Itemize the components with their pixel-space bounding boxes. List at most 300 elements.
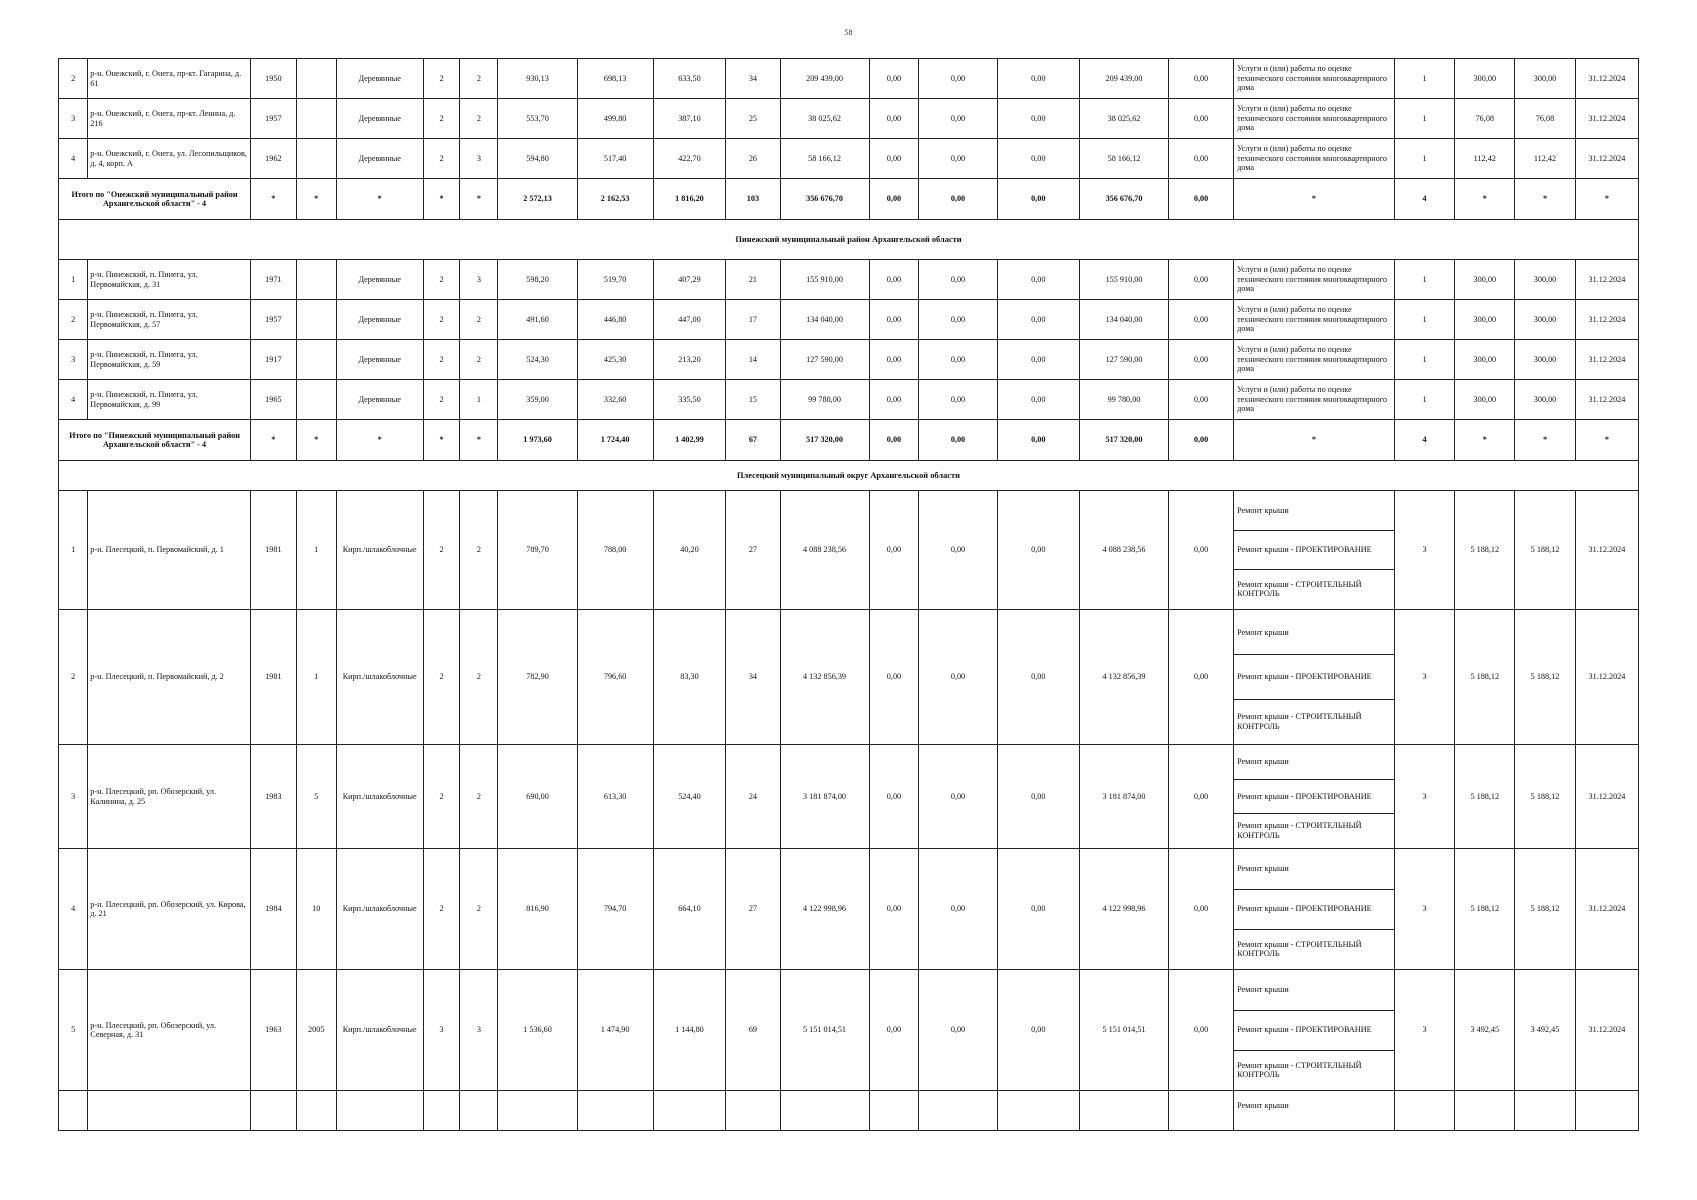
fund-share: 0,00 [869,300,919,340]
row-number: 4 [59,139,88,179]
unit-cost-2: 5 188,12 [1515,849,1576,970]
floors: 2 [423,139,460,179]
service-item: Ремонт крыши - СТРОИТЕЛЬНЫЙ КОНТРОЛЬ [1234,813,1394,847]
service-cell [1234,745,1395,849]
total-row [59,179,1639,220]
municipal-budget: 0,00 [997,260,1079,300]
placeholder-star: * [1234,179,1395,220]
year-built: 1971 [251,260,297,300]
row-number: 3 [59,340,88,380]
owners-funds: 58 166,12 [1080,139,1169,179]
service-count: 1 [1394,139,1455,179]
table-row [59,970,1639,1091]
fund-share: 0,00 [869,59,919,99]
residents: 25 [726,99,780,139]
wall-material: Кирп./шлакоблочные [336,491,423,610]
regional-budget: 0,00 [919,300,997,340]
year-renovated [296,139,336,179]
owners-funds: 38 025,62 [1080,99,1169,139]
year-renovated: 10 [296,849,336,970]
regional-budget: 0,00 [919,491,997,610]
other-funds: 0,00 [1168,260,1233,300]
cost-total: 4 122 998,96 [780,849,869,970]
total-people: 103 [726,179,780,220]
total-area-res: 1 402,99 [653,420,726,461]
area-total: 816,90 [498,849,577,970]
row-number: 4 [59,849,88,970]
floors: 2 [423,340,460,380]
area-living: 1 474,90 [577,970,653,1091]
area-living: 788,00 [577,491,653,610]
empty-cell [997,1091,1079,1131]
wall-material: Деревянные [336,340,423,380]
wall-material: Деревянные [336,59,423,99]
municipal-budget: 0,00 [997,139,1079,179]
area-residential: 213,20 [653,340,726,380]
area-living: 613,30 [577,745,653,849]
service-item: Ремонт крыши [1237,505,1289,515]
cost-total: 38 025,62 [780,99,869,139]
residents: 34 [726,610,780,745]
placeholder-star: * [1455,420,1515,461]
table-row [59,491,1639,610]
section-title: Пинежский муниципальный район Архангельской области [59,220,1639,260]
entrances: 3 [460,970,498,1091]
total-budget-mun: 0,00 [997,420,1079,461]
total-count: 4 [1394,179,1455,220]
other-funds: 0,00 [1168,380,1233,420]
service-item: Ремонт крыши - СТРОИТЕЛЬНЫЙ КОНТРОЛЬ [1234,569,1394,608]
residents: 17 [726,300,780,340]
service-item: Услуги и (или) работы по оценке технического состояния многоквартирного дома [1237,345,1387,374]
table-row [59,260,1639,300]
year-built: 1957 [251,300,297,340]
wall-material: Деревянные [336,380,423,420]
row-number: 3 [59,99,88,139]
entrances: 3 [460,260,498,300]
area-residential: 422,70 [653,139,726,179]
service-item: Ремонт крыши - ПРОЕКТИРОВАНИЕ [1234,889,1394,929]
area-living: 332,60 [577,380,653,420]
service-count: 1 [1394,380,1455,420]
owners-funds: 4 122 998,96 [1080,849,1169,970]
empty-cell [296,1091,336,1131]
wall-material: Кирп./шлакоблочные [336,610,423,745]
empty-cell [498,1091,577,1131]
cost-total: 58 166,12 [780,139,869,179]
year-renovated: 1 [296,491,336,610]
area-living: 794,70 [577,849,653,970]
residents: 21 [726,260,780,300]
service-item: Ремонт крыши - ПРОЕКТИРОВАНИЕ [1234,779,1394,813]
floors: 2 [423,99,460,139]
empty-cell [780,1091,869,1131]
service-item: Услуги и (или) работы по оценке технического состояния многоквартирного дома [1237,104,1387,133]
total-budget-mun: 0,00 [997,179,1079,220]
year-built: 1962 [251,139,297,179]
area-residential: 83,30 [653,610,726,745]
address: р-н. Онежский, г. Онега, пр-кт. Ленина, д. 216 [88,99,251,139]
empty-cell [869,1091,919,1131]
empty-cell [919,1091,997,1131]
owners-funds: 3 181 874,00 [1080,745,1169,849]
wall-material: Кирп./шлакоблочные [336,745,423,849]
regional-budget: 0,00 [919,99,997,139]
cost-total: 99 780,00 [780,380,869,420]
unit-cost-2: 300,00 [1515,300,1576,340]
residents: 15 [726,380,780,420]
other-funds: 0,00 [1168,340,1233,380]
municipal-budget: 0,00 [997,99,1079,139]
deadline: 31.12.2024 [1575,610,1638,745]
empty-cell [1455,1091,1515,1131]
municipal-budget: 0,00 [997,59,1079,99]
placeholder-star: * [460,420,498,461]
total-other: 0,00 [1168,179,1233,220]
service-count: 1 [1394,59,1455,99]
unit-cost-1: 112,42 [1455,139,1515,179]
placeholder-star: * [251,420,297,461]
total-row [59,420,1639,461]
area-total: 524,30 [498,340,577,380]
regional-budget: 0,00 [919,139,997,179]
address: р-н. Плесецкий, рп. Обозерский, ул. Северная, д. 31 [88,970,251,1091]
empty-cell [59,1091,88,1131]
cost-total: 155 910,00 [780,260,869,300]
year-built: 1917 [251,340,297,380]
owners-funds: 99 780,00 [1080,380,1169,420]
total-other: 0,00 [1168,420,1233,461]
other-funds: 0,00 [1168,849,1233,970]
deadline: 31.12.2024 [1575,139,1638,179]
regional-budget: 0,00 [919,340,997,380]
empty-cell [726,1091,780,1131]
fund-share: 0,00 [869,745,919,849]
service-cell [1234,59,1395,99]
entrances: 2 [460,59,498,99]
section-header [59,461,1639,491]
floors: 2 [423,491,460,610]
unit-cost-1: 300,00 [1455,59,1515,99]
total-area-total: 1 973,60 [498,420,577,461]
deadline: 31.12.2024 [1575,849,1638,970]
owners-funds: 127 590,00 [1080,340,1169,380]
other-funds: 0,00 [1168,491,1233,610]
address: р-н. Пинежский, п. Пинега, ул. Первомайская, д. 57 [88,300,251,340]
table-row [59,300,1639,340]
empty-cell [460,1091,498,1131]
table-row [59,59,1639,99]
residents: 26 [726,139,780,179]
owners-funds: 155 910,00 [1080,260,1169,300]
table-row [59,380,1639,420]
table-row [59,849,1639,970]
placeholder-star: * [251,179,297,220]
residents: 34 [726,59,780,99]
other-funds: 0,00 [1168,139,1233,179]
service-cell [1234,970,1395,1091]
fund-share: 0,00 [869,491,919,610]
area-residential: 447,00 [653,300,726,340]
municipal-budget: 0,00 [997,340,1079,380]
service-count: 3 [1394,849,1455,970]
other-funds: 0,00 [1168,970,1233,1091]
service-item: Ремонт крыши - СТРОИТЕЛЬНЫЙ КОНТРОЛЬ [1234,699,1394,744]
service-count: 1 [1394,300,1455,340]
empty-cell [1515,1091,1576,1131]
area-living: 446,80 [577,300,653,340]
address: р-н. Онежский, г. Онега, ул. Лесопильщиков, д. 4, корп. А [88,139,251,179]
fund-share: 0,00 [869,99,919,139]
placeholder-star: * [1575,420,1638,461]
residents: 27 [726,849,780,970]
floors: 2 [423,59,460,99]
unit-cost-1: 5 188,12 [1455,745,1515,849]
address: р-н. Пинежский, п. Пинега, ул. Первомайская, д. 31 [88,260,251,300]
unit-cost-2: 5 188,12 [1515,610,1576,745]
area-residential: 387,10 [653,99,726,139]
cost-total: 5 151 014,51 [780,970,869,1091]
area-living: 519,70 [577,260,653,300]
other-funds: 0,00 [1168,610,1233,745]
placeholder-star: * [1575,179,1638,220]
total-area-living: 1 724,40 [577,420,653,461]
row-number: 1 [59,491,88,610]
entrances: 2 [460,99,498,139]
placeholder-star: * [1455,179,1515,220]
service-item: Услуги и (или) работы по оценке технического состояния многоквартирного дома [1237,265,1387,294]
deadline: 31.12.2024 [1575,59,1638,99]
unit-cost-2: 300,00 [1515,59,1576,99]
municipal-budget: 0,00 [997,380,1079,420]
year-renovated: 1 [296,610,336,745]
address: р-н. Пинежский, п. Пинега, ул. Первомайская, д. 59 [88,340,251,380]
area-total: 598,20 [498,260,577,300]
service-count: 3 [1394,610,1455,745]
floors: 2 [423,260,460,300]
unit-cost-1: 300,00 [1455,260,1515,300]
year-renovated: 2005 [296,970,336,1091]
area-residential: 524,40 [653,745,726,849]
entrances: 2 [460,849,498,970]
fund-share: 0,00 [869,260,919,300]
address: р-н. Плесецкий, рп. Обозерский, ул. Калинина, д. 25 [88,745,251,849]
service-count: 1 [1394,99,1455,139]
table-row [59,99,1639,139]
placeholder-star: * [423,420,460,461]
cost-total: 4 132 856,39 [780,610,869,745]
placeholder-star: * [336,420,423,461]
area-residential: 664,10 [653,849,726,970]
service-item: Ремонт крыши [1237,757,1289,767]
area-total: 594,80 [498,139,577,179]
placeholder-star: * [336,179,423,220]
unit-cost-1: 76,08 [1455,99,1515,139]
fund-share: 0,00 [869,380,919,420]
table-row [59,745,1639,849]
deadline: 31.12.2024 [1575,260,1638,300]
other-funds: 0,00 [1168,300,1233,340]
area-residential: 633,50 [653,59,726,99]
cost-total: 134 040,00 [780,300,869,340]
total-area-total: 2 572,13 [498,179,577,220]
deadline: 31.12.2024 [1575,99,1638,139]
address: р-н. Пинежский, п. Пинега, ул. Первомайская, д. 99 [88,380,251,420]
unit-cost-1: 3 492,45 [1455,970,1515,1091]
fund-share: 0,00 [869,849,919,970]
area-living: 425,30 [577,340,653,380]
other-funds: 0,00 [1168,745,1233,849]
service-count: 3 [1394,745,1455,849]
municipal-budget: 0,00 [997,610,1079,745]
entrances: 3 [460,139,498,179]
year-renovated [296,340,336,380]
placeholder-star: * [460,179,498,220]
total-label: Итого по "Пинежский муниципальный район Архангельской области" - 4 [59,420,251,461]
other-funds: 0,00 [1168,99,1233,139]
municipal-budget: 0,00 [997,300,1079,340]
regional-budget: 0,00 [919,610,997,745]
service-cell [1234,260,1395,300]
cost-total: 209 439,00 [780,59,869,99]
area-total: 1 536,60 [498,970,577,1091]
service-count: 1 [1394,260,1455,300]
page-number: 58 [844,28,853,37]
floors: 3 [423,970,460,1091]
year-built: 1981 [251,610,297,745]
floors: 2 [423,745,460,849]
year-renovated [296,300,336,340]
empty-cell [1575,1091,1638,1131]
municipal-budget: 0,00 [997,491,1079,610]
wall-material: Деревянные [336,139,423,179]
placeholder-star: * [1234,420,1395,461]
year-built: 1965 [251,380,297,420]
service-cell [1234,491,1395,610]
table-row [59,340,1639,380]
entrances: 2 [460,491,498,610]
area-residential: 40,20 [653,491,726,610]
entrances: 2 [460,745,498,849]
unit-cost-2: 76,08 [1515,99,1576,139]
empty-cell [1080,1091,1169,1131]
service-count: 3 [1394,491,1455,610]
table-row [59,610,1639,745]
address: р-н. Плесецкий, п. Первомайский, д. 1 [88,491,251,610]
service-item: Ремонт крыши [1234,1091,1395,1131]
placeholder-star: * [423,179,460,220]
year-built: 1950 [251,59,297,99]
regional-budget: 0,00 [919,380,997,420]
empty-cell [1168,1091,1233,1131]
year-renovated: 5 [296,745,336,849]
unit-cost-1: 300,00 [1455,380,1515,420]
municipal-budget: 0,00 [997,745,1079,849]
section-header [59,220,1639,260]
unit-cost-1: 5 188,12 [1455,849,1515,970]
service-item: Услуги и (или) работы по оценке технического состояния многоквартирного дома [1237,385,1387,414]
area-total: 491,60 [498,300,577,340]
service-cell [1234,99,1395,139]
owners-funds: 4 088 238,56 [1080,491,1169,610]
unit-cost-2: 300,00 [1515,260,1576,300]
year-built: 1957 [251,99,297,139]
service-cell [1234,380,1395,420]
regional-budget: 0,00 [919,745,997,849]
area-living: 517,40 [577,139,653,179]
unit-cost-2: 5 188,12 [1515,745,1576,849]
row-number: 2 [59,610,88,745]
total-label: Итого по "Онежский муниципальный район Архангельской области" - 4 [59,179,251,220]
regional-budget: 0,00 [919,260,997,300]
service-count: 3 [1394,970,1455,1091]
owners-funds: 134 040,00 [1080,300,1169,340]
area-total: 553,70 [498,99,577,139]
wall-material: Кирп./шлакоблочные [336,970,423,1091]
area-total: 782,90 [498,610,577,745]
empty-cell [336,1091,423,1131]
area-residential: 1 144,80 [653,970,726,1091]
area-residential: 407,29 [653,260,726,300]
cost-total: 127 590,00 [780,340,869,380]
section-title: Плесецкий муниципальный округ Архангельской области [59,461,1639,491]
residents: 14 [726,340,780,380]
service-item: Ремонт крыши - СТРОИТЕЛЬНЫЙ КОНТРОЛЬ [1234,929,1394,969]
residents: 27 [726,491,780,610]
regional-budget: 0,00 [919,59,997,99]
total-area-res: 1 816,20 [653,179,726,220]
row-number: 1 [59,260,88,300]
service-item: Ремонт крыши - ПРОЕКТИРОВАНИЕ [1234,1010,1394,1050]
deadline: 31.12.2024 [1575,300,1638,340]
total-owners: 517 320,00 [1080,420,1169,461]
year-renovated [296,260,336,300]
total-people: 67 [726,420,780,461]
residents: 24 [726,745,780,849]
capital-repair-table [58,58,1639,1131]
deadline: 31.12.2024 [1575,745,1638,849]
table-row [59,139,1639,179]
empty-cell [653,1091,726,1131]
cost-total: 4 088 238,56 [780,491,869,610]
entrances: 2 [460,300,498,340]
owners-funds: 5 151 014,51 [1080,970,1169,1091]
service-item: Ремонт крыши [1237,864,1289,874]
other-funds: 0,00 [1168,59,1233,99]
service-cell [1234,340,1395,380]
unit-cost-2: 300,00 [1515,340,1576,380]
entrances: 1 [460,380,498,420]
service-item: Ремонт крыши - ПРОЕКТИРОВАНИЕ [1234,530,1394,569]
table-row-partial [59,1091,1639,1131]
deadline: 31.12.2024 [1575,970,1638,1091]
empty-cell [88,1091,251,1131]
floors: 2 [423,610,460,745]
service-cell [1234,610,1395,745]
area-living: 796,60 [577,610,653,745]
empty-cell [1394,1091,1455,1131]
fund-share: 0,00 [869,340,919,380]
municipal-budget: 0,00 [997,849,1079,970]
row-number: 5 [59,970,88,1091]
total-fund: 0,00 [869,179,919,220]
fund-share: 0,00 [869,970,919,1091]
regional-budget: 0,00 [919,970,997,1091]
service-item: Услуги и (или) работы по оценке технического состояния многоквартирного дома [1237,144,1387,173]
service-cell [1234,849,1395,970]
row-number: 3 [59,745,88,849]
service-cell [1234,139,1395,179]
